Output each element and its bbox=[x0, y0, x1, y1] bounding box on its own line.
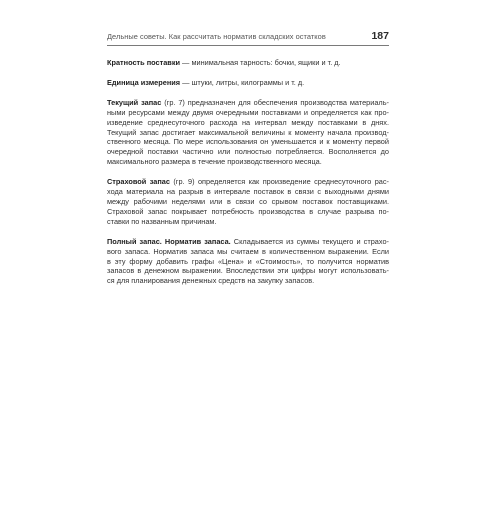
paragraph-delivery-multiplicity bbox=[107, 58, 389, 68]
text-line: Страховой запас покрывает потребность производства в случае разрыва по- bbox=[107, 206, 389, 216]
text-line: вого запаса. Норматив запаса мы считаем в количественном выражении. Если bbox=[107, 246, 389, 256]
term-safety-stock: Страховой запас bbox=[107, 177, 170, 187]
text-line: изведение среднесуточного расхода на интервал между поставками в днях. bbox=[107, 117, 389, 127]
header-title: Дельные советы. Как рассчитать норматив складских остатков bbox=[107, 32, 326, 41]
text-line: очередной поставки частично или полностью потребляется. Восполняется до bbox=[107, 147, 389, 157]
text-line: в эту форму добавить графы «Цена» и «Стоимость», то получится норматив bbox=[107, 256, 389, 266]
text-line: ными ресурсами между двумя очередными поставками и определяется как про- bbox=[107, 107, 389, 117]
text-line: между рабочими неделями или в связи со срывом поставок поставщиками. bbox=[107, 196, 389, 206]
term-current-stock: Текущий запас bbox=[107, 97, 162, 107]
text-line: Единица измерения — штуки, литры, килограммы и т. д. bbox=[107, 77, 305, 87]
text-line: ственного месяца. По мере использования он уменьшается и к моменту первой bbox=[107, 137, 389, 147]
term-full-stock: Полный запас. Норматив запаса. bbox=[107, 236, 231, 246]
paragraph-unit-of-measure bbox=[107, 78, 389, 88]
text-line: Текущий запас достигает максимальной величины к моменту начала производ- bbox=[107, 127, 389, 137]
body-text bbox=[107, 58, 389, 286]
text-line: ся для планирования денежных средств на закупку запасов. bbox=[107, 276, 315, 286]
page-number: 187 bbox=[371, 30, 389, 42]
text-line: ставки по названным причинам. bbox=[107, 216, 217, 226]
paragraph-current-stock bbox=[107, 98, 389, 167]
text-line: Текущий запас (гр. 7) предназначен для обеспечения производства материаль- bbox=[107, 97, 389, 107]
text-line: максимального размера в течение производственного месяца. bbox=[107, 157, 322, 167]
text-line: Кратность поставки — минимальная тарность: бочки, ящики и т. д. bbox=[107, 58, 341, 67]
text-line: Полный запас. Норматив запаса. Складывается из суммы текущего и страхо- bbox=[107, 236, 389, 246]
term-delivery-multiplicity: Кратность поставки bbox=[107, 58, 181, 67]
text-line: запасов в денежном выражении. Впоследствии эти цифры могут использовать- bbox=[107, 266, 389, 276]
text-line: Страховой запас (гр. 9) определяется как произведение среднесуточного рас- bbox=[107, 177, 389, 187]
running-header bbox=[107, 31, 389, 46]
paragraph-safety-stock bbox=[107, 177, 389, 227]
text-line: хода материала на разрыв в интервале поставок в связи с выходными днями bbox=[107, 187, 389, 197]
term-unit-of-measure: Единица измерения bbox=[107, 77, 181, 87]
paragraph-full-stock bbox=[107, 237, 389, 287]
